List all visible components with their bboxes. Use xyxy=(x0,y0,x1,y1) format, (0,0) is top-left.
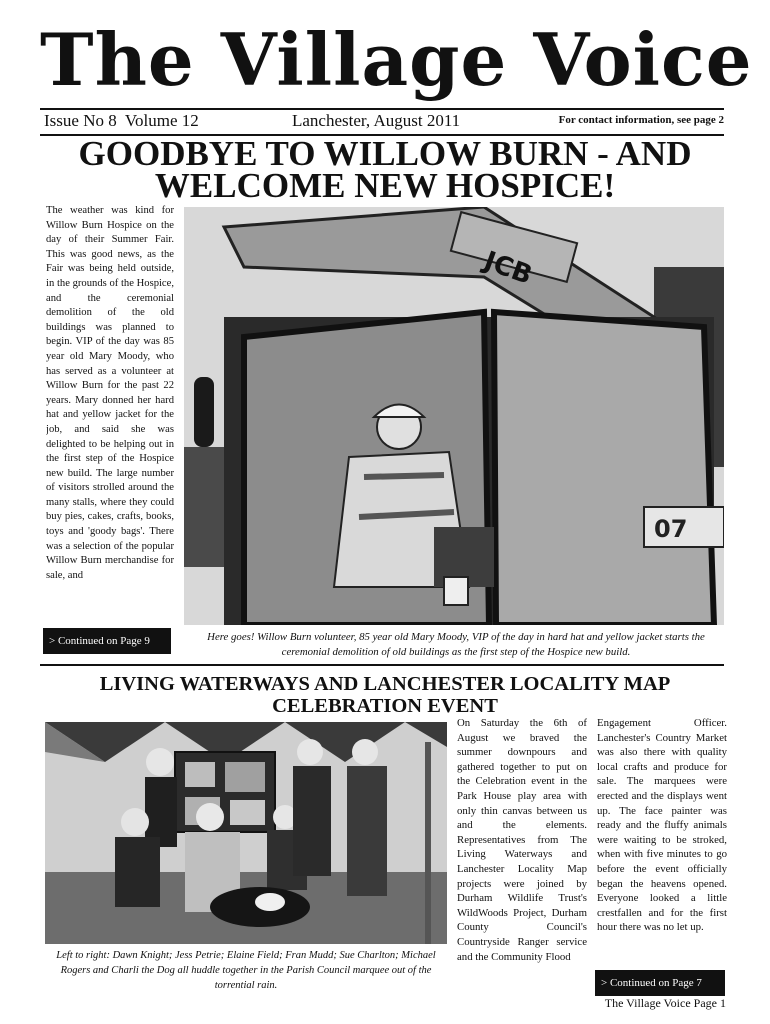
page-number: The Village Voice Page 1 xyxy=(604,996,726,1010)
continued-page-9-link[interactable]: > Continued on Page 9 xyxy=(43,628,171,654)
contact-note: For contact information, see page 2 xyxy=(558,114,724,126)
marquee-group-illustration xyxy=(45,722,447,944)
excavator-photo xyxy=(184,207,724,625)
continued-page-7-link[interactable]: > Continued on Page 7 xyxy=(595,970,725,996)
lead-story-body: The weather was kind for Willow Burn Hospice on the day of their Summer Fair. This was good news, as the Fair was being held outside, in the grounds of the Hospice, and the ceremonial demolition of the old buildings was planned to begin. VIP of the day was 85 year old Mary Moody, who has served as a volunteer at Willow Burn for the past 22 years. Mary donned her hard hat and yellow jacket for the job, and said she was delighted to be helping out in the first step of the Hospice new build. The large number of visitors strolled around the many stalls, where they could buy pies, cakes, crafts, books, toys and 'goody bags'. There was a selection of the popular Willow Burn merchandise for sale, and xyxy=(46,205,174,581)
second-story-column-1: On Saturday the 6th of August we braved the summer downpours and gathered together to put on the Celebration event in the Park House play area with only thin canvas between us and the elements. Representatives from The Living Waterways and Lanchester Locality Map projects were joined by Durham Wildlife Trust's WildWoods Project, Durham County Council's Countryside Ranger service and the Community Flood xyxy=(457,717,587,963)
excavator-illustration xyxy=(184,207,724,625)
masthead-rule xyxy=(40,108,724,110)
lead-headline: GOODBYE TO WILLOW BURN - AND WELCOME NEW HOSPICE! xyxy=(78,134,692,205)
machine-number-text: 07 xyxy=(654,515,688,543)
second-headline: LIVING WATERWAYS AND LANCHESTER LOCALITY MAP CELEBRATION EVENT xyxy=(99,673,671,717)
second-photo-caption: Left to right: Dawn Knight; Jess Petrie; Elaine Field; Fran Mudd; Sue Charlton; Michael Rogers and Charli the Dog all huddle together in the Parish Council marquee out of the torrential rain. xyxy=(56,950,436,991)
masthead-title: The Village Voice xyxy=(40,17,753,102)
second-story-column-2: Engagement Officer. Lanchester's Country Market was also there with quality local crafts and produce for sale. The marquees were erected and the displays went up. The face painter was ready and the fluffy animals were waiting to be stroked, when with five minutes to go before the event officially began the heavens opened. Everyone looked a little crestfallen and for the first hour there was no let up. xyxy=(597,717,727,934)
jcb-logo-text: JCB xyxy=(480,246,536,291)
dateline: Lanchester, August 2011 xyxy=(292,111,461,130)
lead-photo-caption: Here goes! Willow Burn volunteer, 85 year old Mary Moody, VIP of the day in hard hat and yellow jacket starts the ceremonial demolition of old buildings as the first step of the Hospice new build. xyxy=(207,631,705,658)
marquee-group-photo xyxy=(45,722,447,944)
issue-number: Issue No 8 Volume 12 xyxy=(44,111,199,130)
section-rule xyxy=(40,664,724,666)
